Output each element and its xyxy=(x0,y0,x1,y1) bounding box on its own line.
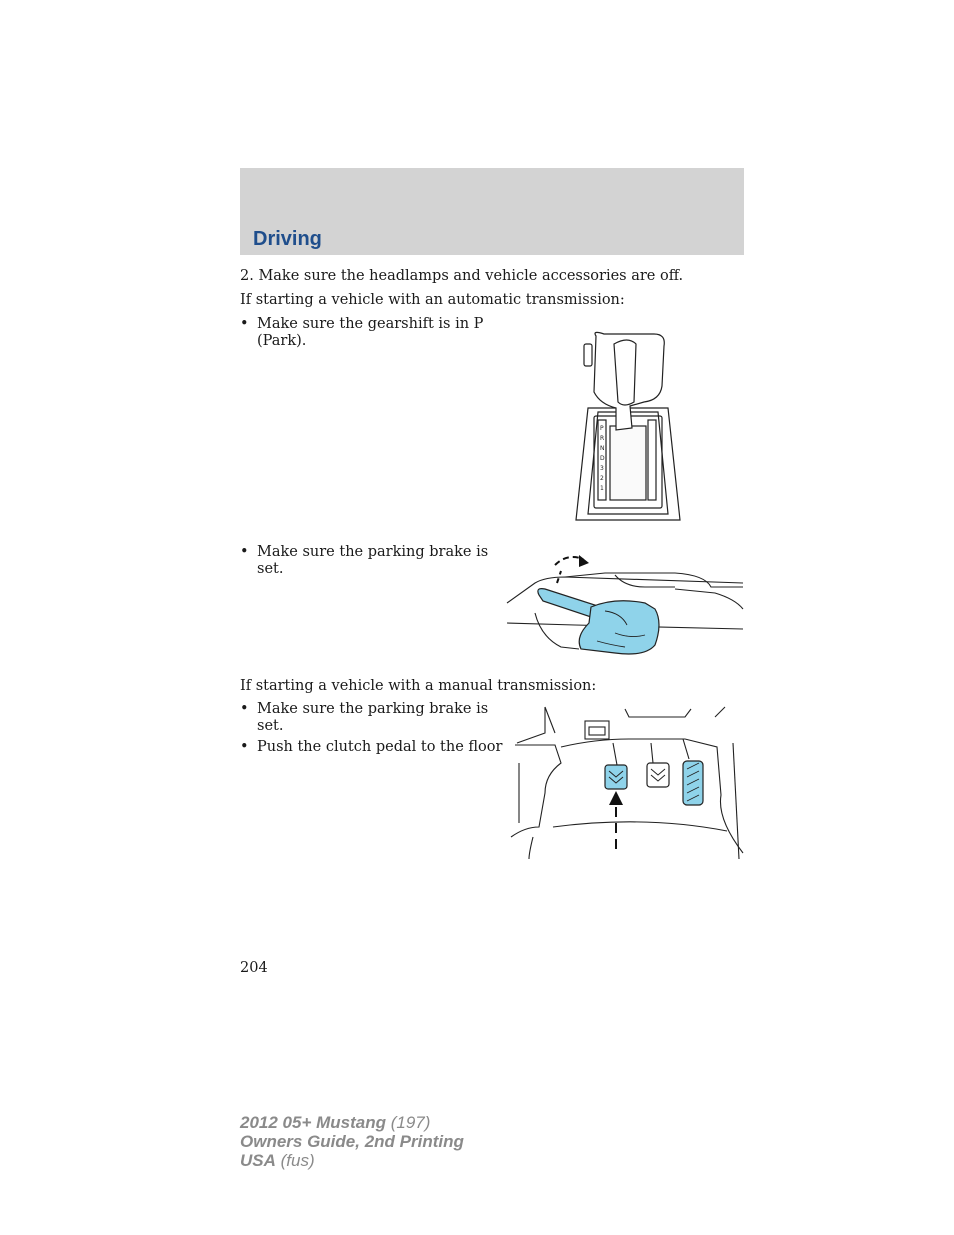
bullet-text xyxy=(257,701,488,735)
page-number: 204 xyxy=(240,960,268,976)
gearshift-illustration xyxy=(570,330,686,526)
footer-market-code: (fus) xyxy=(280,1151,315,1170)
bullet-text-line: Make sure the gearshift is in P xyxy=(257,316,484,332)
step-2-text: 2. Make sure the headlamps and vehicle accessories are off. xyxy=(240,268,684,284)
automatic-intro-text: If starting a vehicle with an automatic transmission: xyxy=(240,292,625,308)
gearshift-knob xyxy=(594,332,664,430)
list-item xyxy=(240,701,500,737)
footer-guide: Owners Guide, 2nd Printing xyxy=(240,1132,464,1151)
arrow-up-icon xyxy=(609,791,623,805)
footer-line-1 xyxy=(240,1113,464,1132)
bullet-text xyxy=(257,316,483,350)
footer-line-2 xyxy=(240,1132,464,1151)
list-item xyxy=(240,316,500,352)
manual-intro-text: If starting a vehicle with a manual transmission: xyxy=(240,678,597,694)
clutch-pedal-illustration xyxy=(505,703,745,863)
bullet-symbol: • xyxy=(240,544,249,560)
footer-line-3 xyxy=(240,1151,464,1170)
gear-position-label: D xyxy=(600,455,605,462)
brake-lever-direction-arrow-path xyxy=(555,557,583,565)
brake-pedal xyxy=(647,763,669,787)
gear-position-label: N xyxy=(600,445,605,452)
bullet-symbol: • xyxy=(240,316,249,332)
section-header-band xyxy=(240,168,744,255)
section-title: Driving xyxy=(253,228,322,250)
footer-market: USA xyxy=(240,1151,276,1170)
arrow-head-icon xyxy=(579,555,589,567)
list-item xyxy=(240,544,500,580)
gear-position-label: 2 xyxy=(600,475,604,482)
bullet-text-line: set. xyxy=(257,561,284,577)
bullet-text-line: Make sure the parking brake is xyxy=(257,701,489,717)
list-item xyxy=(240,739,510,757)
bullet-text: Push the clutch pedal to the floor xyxy=(257,739,503,755)
clutch-pedal xyxy=(605,765,627,789)
bullet-text-line: Make sure the parking brake is xyxy=(257,544,489,560)
footer-model-code: (197) xyxy=(390,1113,431,1132)
document-footer xyxy=(240,1113,464,1170)
gear-position-label: P xyxy=(600,425,604,432)
parking-brake-illustration xyxy=(505,553,747,661)
gear-position-label: 3 xyxy=(600,465,604,472)
gear-position-label: 1 xyxy=(600,485,604,492)
bullet-text-line: (Park). xyxy=(257,333,307,349)
bullet-symbol: • xyxy=(240,739,249,755)
bullet-text xyxy=(257,544,488,578)
bullet-text-line: set. xyxy=(257,718,284,734)
gear-position-label: R xyxy=(600,435,605,442)
footer-model: 2012 05+ Mustang xyxy=(240,1113,386,1132)
accelerator-pedal xyxy=(683,761,703,805)
bullet-symbol: • xyxy=(240,701,249,717)
